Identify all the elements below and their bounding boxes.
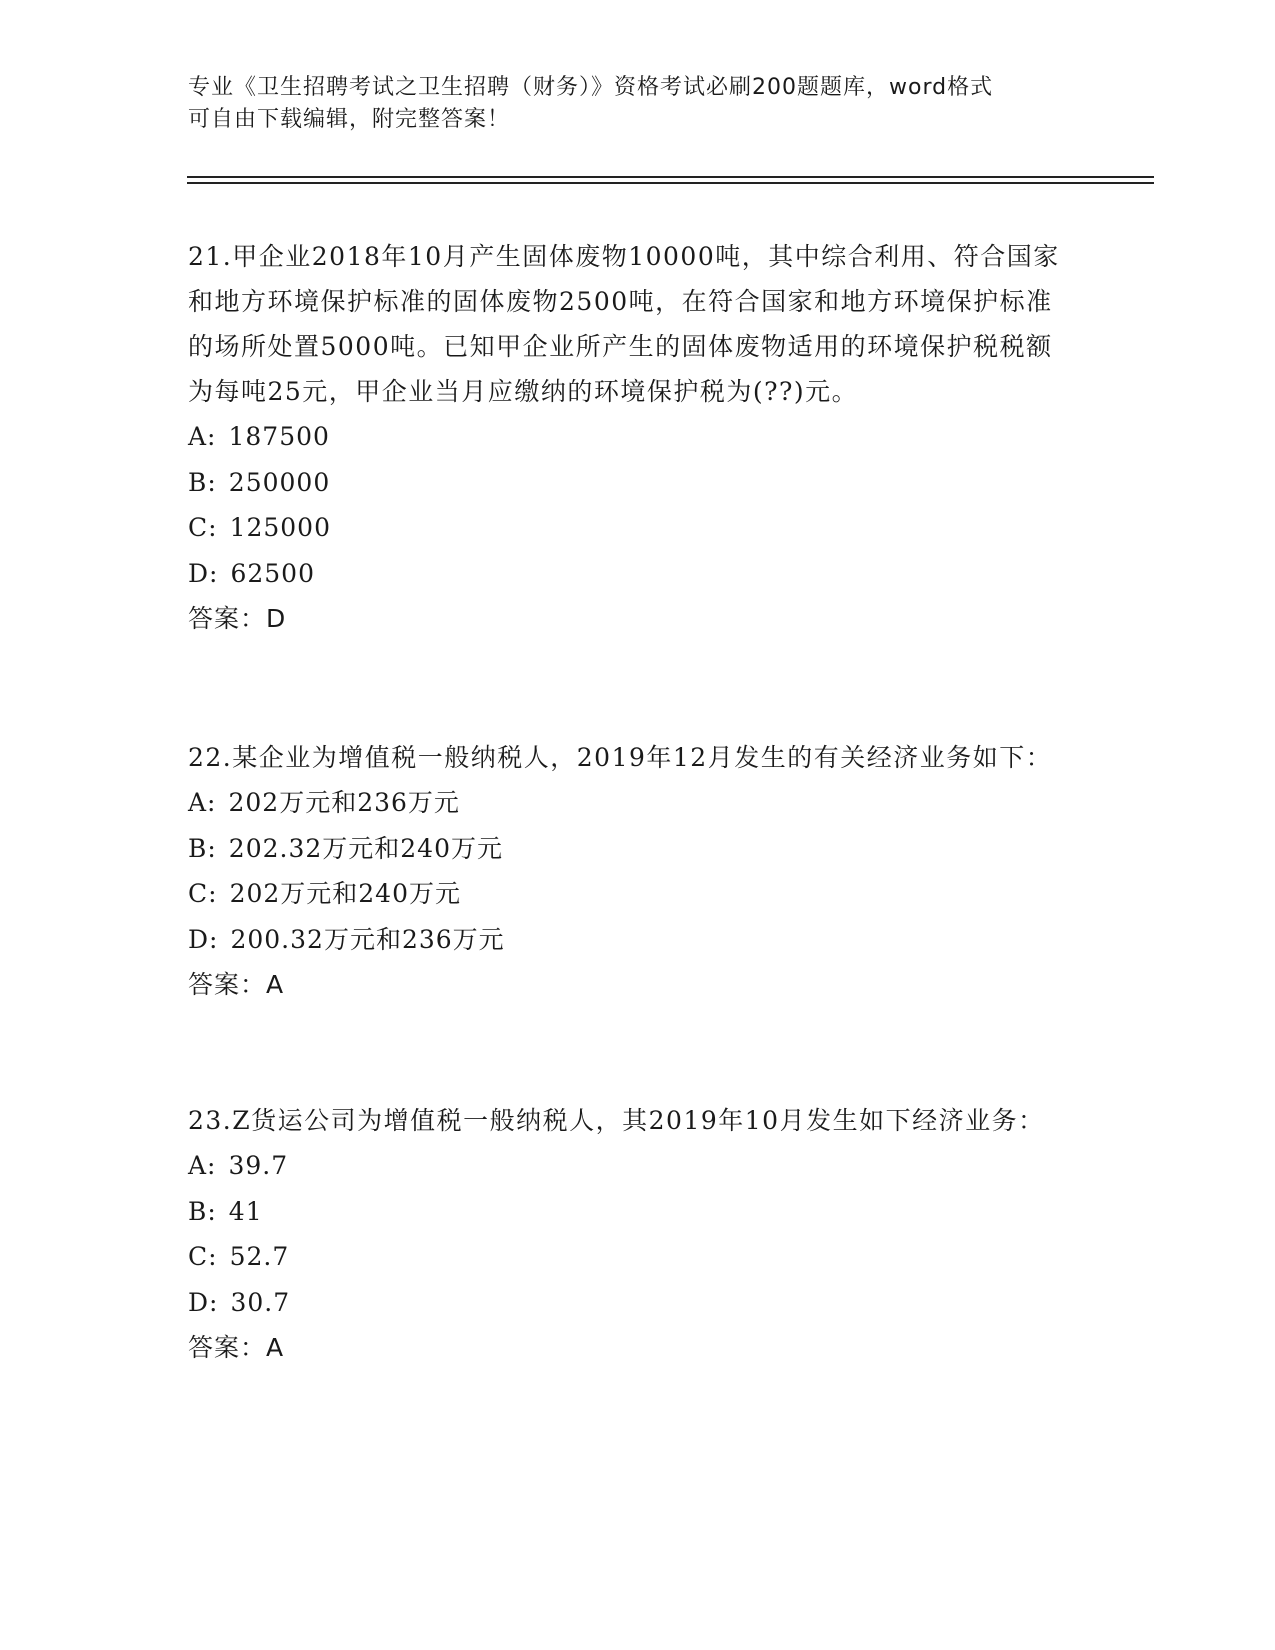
option-b <box>188 1189 1068 1235</box>
option-value: 30.7 <box>230 1287 291 1317</box>
option-value: 250000 <box>228 467 331 497</box>
header-divider-bottom <box>187 182 1154 184</box>
option-value: 52.7 <box>229 1242 290 1271</box>
option-d <box>188 1280 1068 1326</box>
question-stem: 21.甲企业2018年10月产生固体废物10000吨，其中综合利用、符合国家和地方环境保护标准的固体废物2500吨，在符合国家和地方环境保护标准的场所处置5000吨。已知甲企业所产生的固体废物适用的环境保护税税额为每吨25元，甲企业当月应缴纳的环境保护税为(??)元。 <box>188 242 1060 406</box>
option-letter: C: <box>188 1242 218 1271</box>
option-c <box>188 505 1068 551</box>
option-letter: B: <box>188 467 217 497</box>
option-d <box>188 551 1068 597</box>
option-letter: D: <box>188 1287 219 1317</box>
option-value: 202万元和236万元 <box>228 788 460 817</box>
option-c <box>188 871 1068 917</box>
option-a <box>188 414 1068 460</box>
option-value: 39.7 <box>228 1151 289 1180</box>
header-title-line-2: 可自由下载编辑，附完整答案！ <box>188 107 511 132</box>
option-value: 202.32万元和240万元 <box>228 833 503 863</box>
option-c <box>188 1234 1068 1280</box>
option-value: 187500 <box>228 422 330 451</box>
option-value: 200.32万元和236万元 <box>230 924 505 954</box>
question-22 <box>188 735 1068 1007</box>
header-title-line-1: 专业《卫生招聘考试之卫生招聘（财务）》资格考试必刷200题题库，word格式 <box>188 75 994 100</box>
option-letter: A: <box>188 1151 217 1180</box>
question-23 <box>188 1098 1068 1370</box>
option-letter: C: <box>188 879 218 908</box>
option-value: 41 <box>228 1196 263 1226</box>
option-letter: C: <box>188 513 218 542</box>
option-letter: B: <box>188 833 217 863</box>
option-d <box>188 917 1068 963</box>
option-letter: B: <box>188 1196 217 1226</box>
question-stem: 22.某企业为增值税一般纳税人，2019年12月发生的有关经济业务如下： <box>188 743 1053 772</box>
option-letter: A: <box>188 788 217 817</box>
option-letter: D: <box>188 924 219 954</box>
question-21 <box>188 234 1068 641</box>
answer-text: 答案：A <box>188 970 285 999</box>
option-a <box>188 1143 1068 1189</box>
option-value: 202万元和240万元 <box>229 879 461 908</box>
document-header <box>188 72 1068 136</box>
option-value: 125000 <box>229 513 331 542</box>
option-a <box>188 780 1068 826</box>
option-b <box>188 826 1068 872</box>
option-letter: D: <box>188 558 219 588</box>
question-stem: 23.Z货运公司为增值税一般纳税人，其2019年10月发生如下经济业务： <box>188 1106 1045 1135</box>
answer-text: 答案：D <box>188 604 287 633</box>
option-letter: A: <box>188 422 217 451</box>
answer-text: 答案：A <box>188 1333 285 1362</box>
option-value: 62500 <box>230 558 315 588</box>
option-b <box>188 460 1068 506</box>
header-divider-top <box>187 176 1154 178</box>
